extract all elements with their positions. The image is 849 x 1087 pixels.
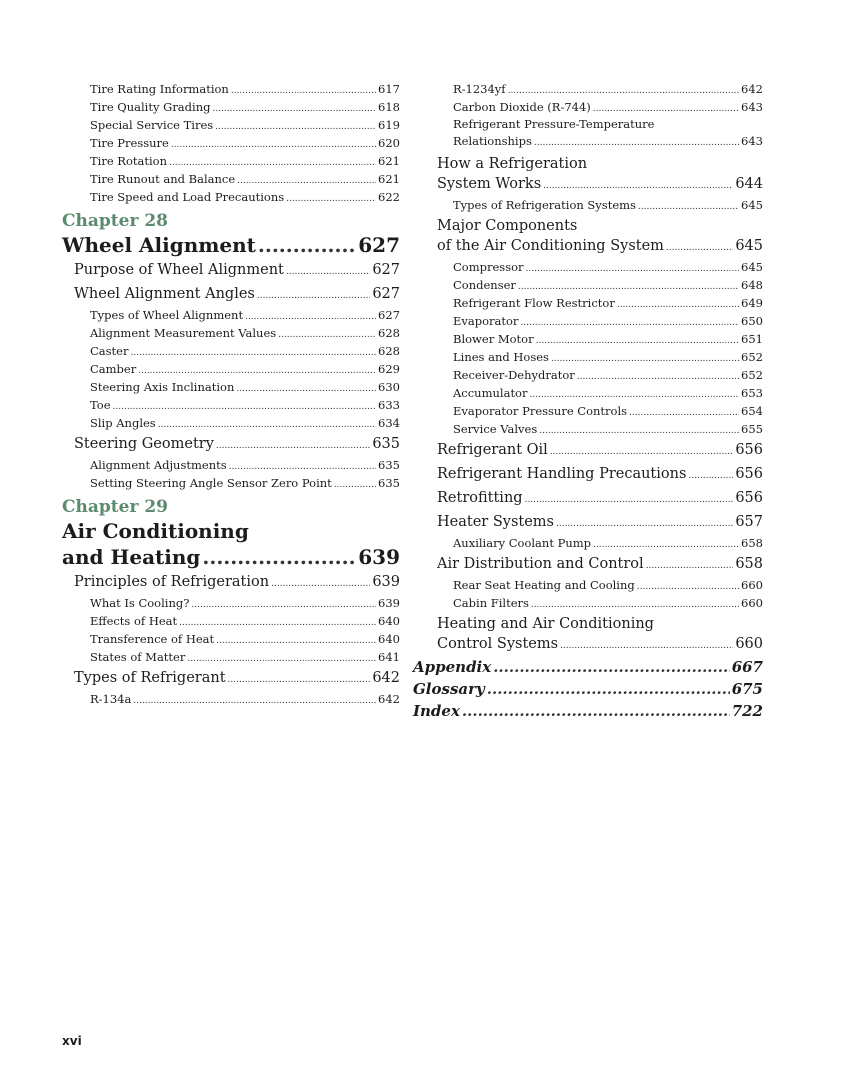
toc-entry[interactable]: Toe ..... 633: [62, 396, 400, 414]
toc-entry[interactable]: R-1234yf ..... 642: [425, 80, 763, 98]
toc-entry[interactable]: Compressor ..... 645: [425, 258, 763, 276]
toc-entry[interactable]: Special Service Tires ..... 619: [62, 116, 400, 134]
toc-section[interactable]: Principles of Refrigeration ..... 639: [62, 570, 400, 594]
toc-section[interactable]: Wheel Alignment Angles ..... 627: [62, 282, 400, 306]
toc-entry[interactable]: Slip Angles ..... 634: [62, 414, 400, 432]
toc-entry[interactable]: Tire Rating Information ..... 617: [62, 80, 400, 98]
toc-back-matter-index[interactable]: Index ..... 722: [413, 700, 763, 722]
toc-entry[interactable]: Blower Motor ..... 651: [425, 330, 763, 348]
toc-back-matter-glossary[interactable]: Glossary ..... 675: [413, 678, 763, 700]
toc-entry[interactable]: States of Matter ..... 641: [62, 648, 400, 666]
toc-left-column: [62, 80, 400, 708]
chapter-title[interactable]: Air Conditioning and Heating ..... 639: [62, 518, 400, 570]
toc-section[interactable]: Types of Refrigerant ..... 642: [62, 666, 400, 690]
chapter-title[interactable]: Wheel Alignment ..... 627: [62, 232, 400, 258]
toc-entry[interactable]: Setting Steering Angle Sensor Zero Point ..... 635: [62, 474, 400, 492]
toc-section[interactable]: How a Refrigeration System Works ..... 644: [425, 152, 763, 196]
toc-section[interactable]: Refrigerant Handling Precautions ..... 656: [425, 462, 763, 486]
toc-entry[interactable]: Accumulator ..... 653: [425, 384, 763, 402]
toc-entry[interactable]: Rear Seat Heating and Cooling ..... 660: [425, 576, 763, 594]
toc-entry[interactable]: Evaporator Pressure Controls ..... 654: [425, 402, 763, 420]
toc-section[interactable]: Major Components of the Air Conditioning System ..... 645: [425, 214, 763, 258]
toc-entry[interactable]: Tire Rotation ..... 621: [62, 152, 400, 170]
toc-section[interactable]: Purpose of Wheel Alignment ..... 627: [62, 258, 400, 282]
toc-entry[interactable]: Refrigerant Pressure-Temperature Relationships ..... 643: [425, 116, 763, 152]
toc-entry[interactable]: Alignment Measurement Values ..... 628: [62, 324, 400, 342]
toc-section[interactable]: Heating and Air Conditioning Control Systems ..... 660: [425, 612, 763, 656]
toc-entry[interactable]: Carbon Dioxide (R-744) ..... 643: [425, 98, 763, 116]
toc-section[interactable]: Steering Geometry ..... 635: [62, 432, 400, 456]
toc-entry[interactable]: Cabin Filters ..... 660: [425, 594, 763, 612]
toc-entry[interactable]: Steering Axis Inclination ..... 630: [62, 378, 400, 396]
toc-section[interactable]: Retrofitting ..... 656: [425, 486, 763, 510]
toc-right-column: [413, 80, 763, 722]
toc-section[interactable]: Heater Systems ..... 657: [425, 510, 763, 534]
toc-entry[interactable]: Effects of Heat ..... 640: [62, 612, 400, 630]
toc-entry[interactable]: Service Valves ..... 655: [425, 420, 763, 438]
chapter-label: Chapter 29: [62, 497, 168, 517]
toc-entry[interactable]: Alignment Adjustments ..... 635: [62, 456, 400, 474]
toc-back-matter-appendix[interactable]: Appendix ..... 667: [413, 656, 763, 678]
toc-entry[interactable]: Camber ..... 629: [62, 360, 400, 378]
toc-entry[interactable]: R-134a ..... 642: [62, 690, 400, 708]
toc-entry[interactable]: Lines and Hoses ..... 652: [425, 348, 763, 366]
toc-entry[interactable]: Transference of Heat ..... 640: [62, 630, 400, 648]
toc-entry[interactable]: Evaporator ..... 650: [425, 312, 763, 330]
toc-entry[interactable]: Types of Wheel Alignment ..... 627: [62, 306, 400, 324]
toc-entry[interactable]: Tire Runout and Balance ..... 621: [62, 170, 400, 188]
toc-entry[interactable]: Auxiliary Coolant Pump ..... 658: [425, 534, 763, 552]
toc-entry[interactable]: Types of Refrigeration Systems ..... 645: [425, 196, 763, 214]
toc-entry[interactable]: Condenser ..... 648: [425, 276, 763, 294]
toc-entry[interactable]: Tire Pressure ..... 620: [62, 134, 400, 152]
chapter-label: Chapter 28: [62, 211, 168, 231]
toc-entry[interactable]: Caster ..... 628: [62, 342, 400, 360]
toc-entry[interactable]: Tire Speed and Load Precautions ..... 622: [62, 188, 400, 206]
toc-entry[interactable]: Refrigerant Flow Restrictor ..... 649: [425, 294, 763, 312]
toc-entry[interactable]: Receiver-Dehydrator ..... 652: [425, 366, 763, 384]
toc-section[interactable]: Refrigerant Oil ..... 656: [425, 438, 763, 462]
page-folio: xvi: [62, 1034, 82, 1048]
toc-entry[interactable]: Tire Quality Grading ..... 618: [62, 98, 400, 116]
toc-section[interactable]: Air Distribution and Control ..... 658: [425, 552, 763, 576]
toc-entry[interactable]: What Is Cooling? ..... 639: [62, 594, 400, 612]
